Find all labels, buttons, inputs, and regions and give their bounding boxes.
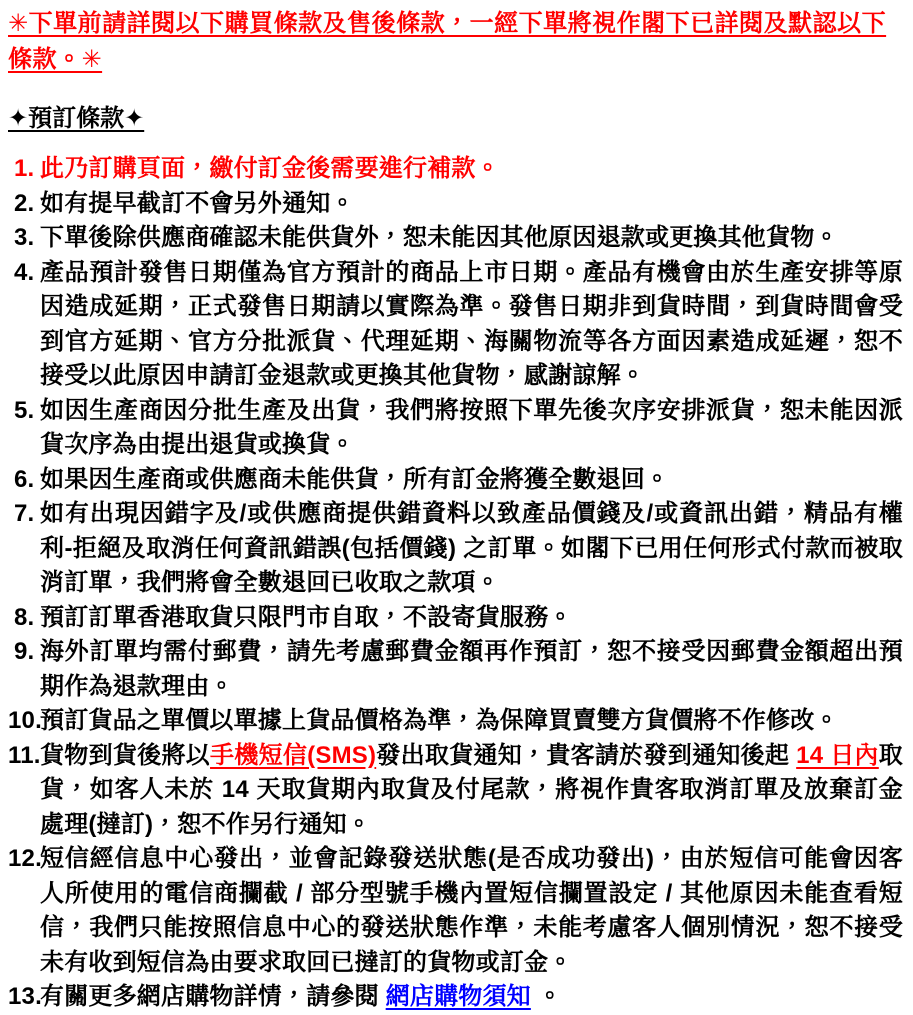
term-number: 5. (14, 396, 35, 424)
term-text-segment: 發出取貨通知，貴客請於發到通知後起 (376, 741, 797, 769)
term-text-segment: 14 日內 (796, 741, 879, 769)
term-item-13 (8, 980, 903, 1015)
section-title-preorder-terms: ✦預訂條款✦ (8, 105, 145, 132)
term-text-segment: 如果因生產商或供應商未能供貨，所有訂金將獲全數退回。 (40, 465, 670, 493)
pre-order-notice-banner: ✳下單前請詳閱以下購買條款及售後條款，一經下單將視作閣下已詳閱及默認以下條款。✳ (8, 10, 887, 73)
term-text-segment: 有關更多網店購物詳情，請參閱 (40, 983, 386, 1010)
term-text-segment: 貨物到貨後將以 (40, 741, 211, 769)
term-number: 8. (14, 603, 35, 631)
term-number: 10. (8, 707, 42, 734)
term-text-segment: 手機短信(SMS) (210, 741, 377, 769)
term-number: 7. (14, 500, 35, 527)
term-item-11 (8, 739, 903, 843)
term-item-12 (8, 842, 903, 980)
preorder-terms-page (8, 6, 903, 1015)
term-number: 1. (14, 155, 35, 182)
term-item-7 (8, 497, 903, 601)
term-text-segment: 如因生產商因分批生產及出貨，我們將按照下單先後次序安排派貨，恕未能因派貨次序為由提出退貨或換貨。 (40, 396, 903, 458)
term-text-segment: 短信經信息中心發出，並會記錄發送狀態(是否成功發出)，由於短信可能會因客人所使用的電信商攔截 / 部分型號手機內置短信攔置設定 / 其他原因未能查看短信，我們只能按照信息中心的發送狀態作準，未能考慮客人個別情況，恕不接受未有收到短信為由要求取回已撻訂的貨物或訂金。 (40, 845, 903, 976)
term-item-6 (8, 463, 903, 498)
terms-list (8, 152, 903, 1015)
term-number: 6. (14, 465, 35, 493)
term-number: 11. (8, 741, 41, 769)
term-text-segment: 如有出現因錯字及/或供應商提供錯資料以致產品價錢及/或資訊出錯，精品有權利-拒絕及取消任何資訊錯誤(包括價錢) 之訂單。如閣下已用任何形式付款而被取消訂單，我們將會全數退回已收取之款項。 (40, 500, 903, 596)
term-item-2 (8, 187, 903, 222)
term-item-4 (8, 256, 903, 394)
term-item-1 (8, 152, 903, 187)
term-text-segment: 下單後除供應商確認未能供貨外，恕未能因其他原因退款或更換其他貨物。 (40, 224, 839, 251)
term-number: 2. (14, 189, 35, 217)
store-shopping-guide-link[interactable]: 網店購物須知 (385, 983, 531, 1010)
term-number: 4. (14, 258, 35, 286)
term-text-segment: 如有提早截訂不會另外通知。 (40, 189, 355, 217)
section-title-row (8, 78, 903, 136)
term-text-segment: 取貨，如客人未於 14 天取貨期內取貨及付尾款，將視作貴客取消訂單及放棄訂金處理(撻訂)，恕不作另行通知。 (40, 741, 903, 838)
term-number: 3. (14, 224, 35, 251)
term-number: 12. (8, 845, 42, 872)
term-item-3 (8, 221, 903, 256)
term-item-8 (8, 601, 903, 636)
term-item-10 (8, 704, 903, 739)
term-item-5 (8, 394, 903, 463)
term-text-segment: 產品預計發售日期僅為官方預計的商品上市日期。產品有機會由於生產安排等原因造成延期，正式發售日期請以實際為準。發售日期非到貨時間，到貨時間會受到官方延期、官方分批派貨、代理延期、海關物流等各方面因素造成延遲，恕不接受以此原因申請訂金退款或更換其他貨物，感謝諒解。 (40, 258, 903, 389)
term-text-segment: 預訂訂單香港取貨只限門市自取，不設寄貨服務。 (40, 603, 573, 631)
term-text-segment: 預訂貨品之單價以單據上貨品價格為準，為保障買賣雙方貨價將不作修改。 (40, 707, 839, 734)
term-number: 13. (8, 983, 42, 1010)
term-item-9 (8, 635, 903, 704)
term-text-segment: 。 (530, 983, 562, 1010)
term-number: 9. (14, 638, 35, 665)
term-text-segment: 此乃訂購頁面，繳付訂金後需要進行補款。 (40, 155, 500, 182)
term-text-segment: 海外訂單均需付郵費，請先考慮郵費金額再作預訂，恕不接受因郵費金額超出預期作為退款理由。 (40, 638, 903, 700)
